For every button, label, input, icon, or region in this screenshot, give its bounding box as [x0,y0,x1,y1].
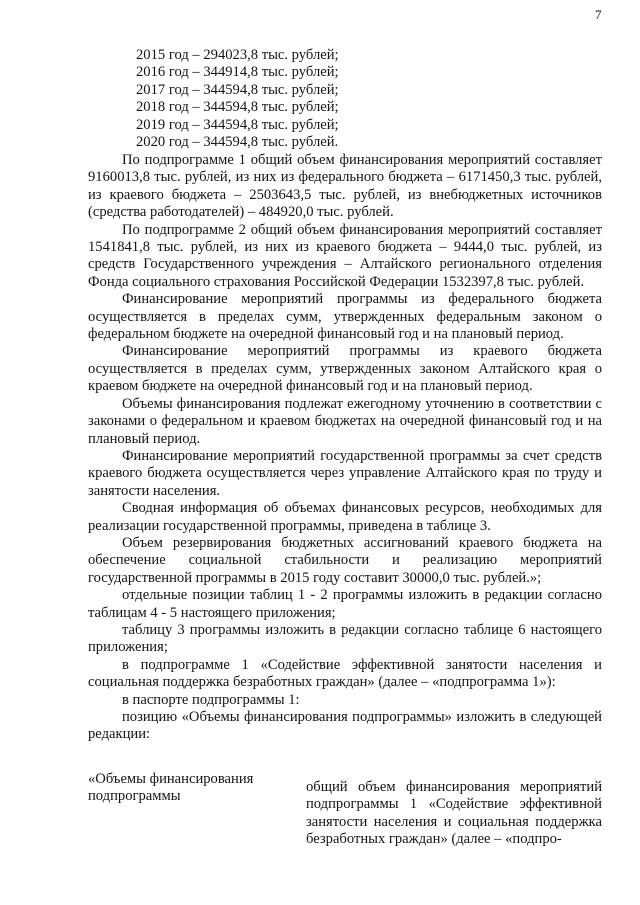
paragraph: По подпрограмме 2 общий объем финансирования мероприятий составляет 1541841,8 тыс. рублей, из них из краевого бюджета – 9444,0 тыс. рублей, из средств Государственного учреждения – Алтайского регионального отделения Фонда социального страхования Российской Федерации 1532397,8 тыс. рублей. [88,221,602,290]
year-line: 2018 год – 344594,8 тыс. рублей; [136,99,339,116]
paragraph: в паспорте подпрограммы 1: [122,691,300,708]
year-line: 2020 год – 344594,8 тыс. рублей. [136,134,339,151]
paragraph: Объемы финансирования подлежат ежегодному уточнению в соответствии с законами о федеральном и краевом бюджетах на очередной финансовый год и на плановый период. [88,395,602,447]
paragraph: Финансирование мероприятий программы из федерального бюджета осуществляется в пределах сумм, утвержденных федеральным законом о федеральном бюджете на очередной финансовый год и на плановый период. [88,291,602,343]
paragraph: Финансирование мероприятий государственной программы за счет средств краевого бюджета осуществляется через управление Алтайского края по труду и занятости населения. [88,447,602,499]
body-text [88,152,602,744]
paragraph: позицию «Объемы финансирования подпрограммы» изложить в следующей редакции: [88,709,602,743]
paragraph: Объем резервирования бюджетных ассигнований краевого бюджета на обеспечение социальной стабильности и реализацию мероприятий государственной программы в 2015 году составит 30000,0 тыс. рублей.»; [88,534,602,586]
table-cell-value: общий объем финансирования мероприятий подпрограммы 1 «Содействие эффективной занятости населения и социальная поддержка безработных граждан» (далее – «подпро- [306,779,602,848]
year-line: 2016 год – 344914,8 тыс. рублей; [136,64,339,81]
page-number: 7 [595,7,602,22]
paragraph: По подпрограмме 1 общий объем финансирования мероприятий составляет 9160013,8 тыс. рублей, из них из федерального бюджета – 6171450,3 тыс. рублей, из краевого бюджета – 2503643,5 тыс. рублей, из внебюджетных источников (средства работодателей) – 484920,0 тыс. рублей. [88,152,602,221]
paragraph: Финансирование мероприятий программы из краевого бюджета осуществляется в пределах сумм, утвержденных законом Алтайского края о краевом бюджете на очередной финансовый год и на плановый период. [88,343,602,395]
funding-by-year-list [136,47,339,151]
year-line: 2019 год – 344594,8 тыс. рублей; [136,116,339,133]
paragraph: Сводная информация об объемах финансовых ресурсов, необходимых для реализации государственной программы, приведена в таблице 3. [88,500,602,534]
year-line: 2017 год – 344594,8 тыс. рублей; [136,81,339,98]
paragraph: отдельные позиции таблиц 1 - 2 программы изложить в редакции согласно таблицам 4 - 5 настоящего приложения; [88,587,602,621]
paragraph: таблицу 3 программы изложить в редакции согласно таблице 6 настоящего приложения; [88,621,602,656]
paragraph: в подпрограмме 1 «Содействие эффективной занятости населения и социальная поддержка безработных граждан» (далее – «подпрограмма 1»): [88,656,602,691]
table-cell-label: «Объемы финансирования подпрограммы [88,771,254,805]
year-line: 2015 год – 294023,8 тыс. рублей; [136,47,339,63]
